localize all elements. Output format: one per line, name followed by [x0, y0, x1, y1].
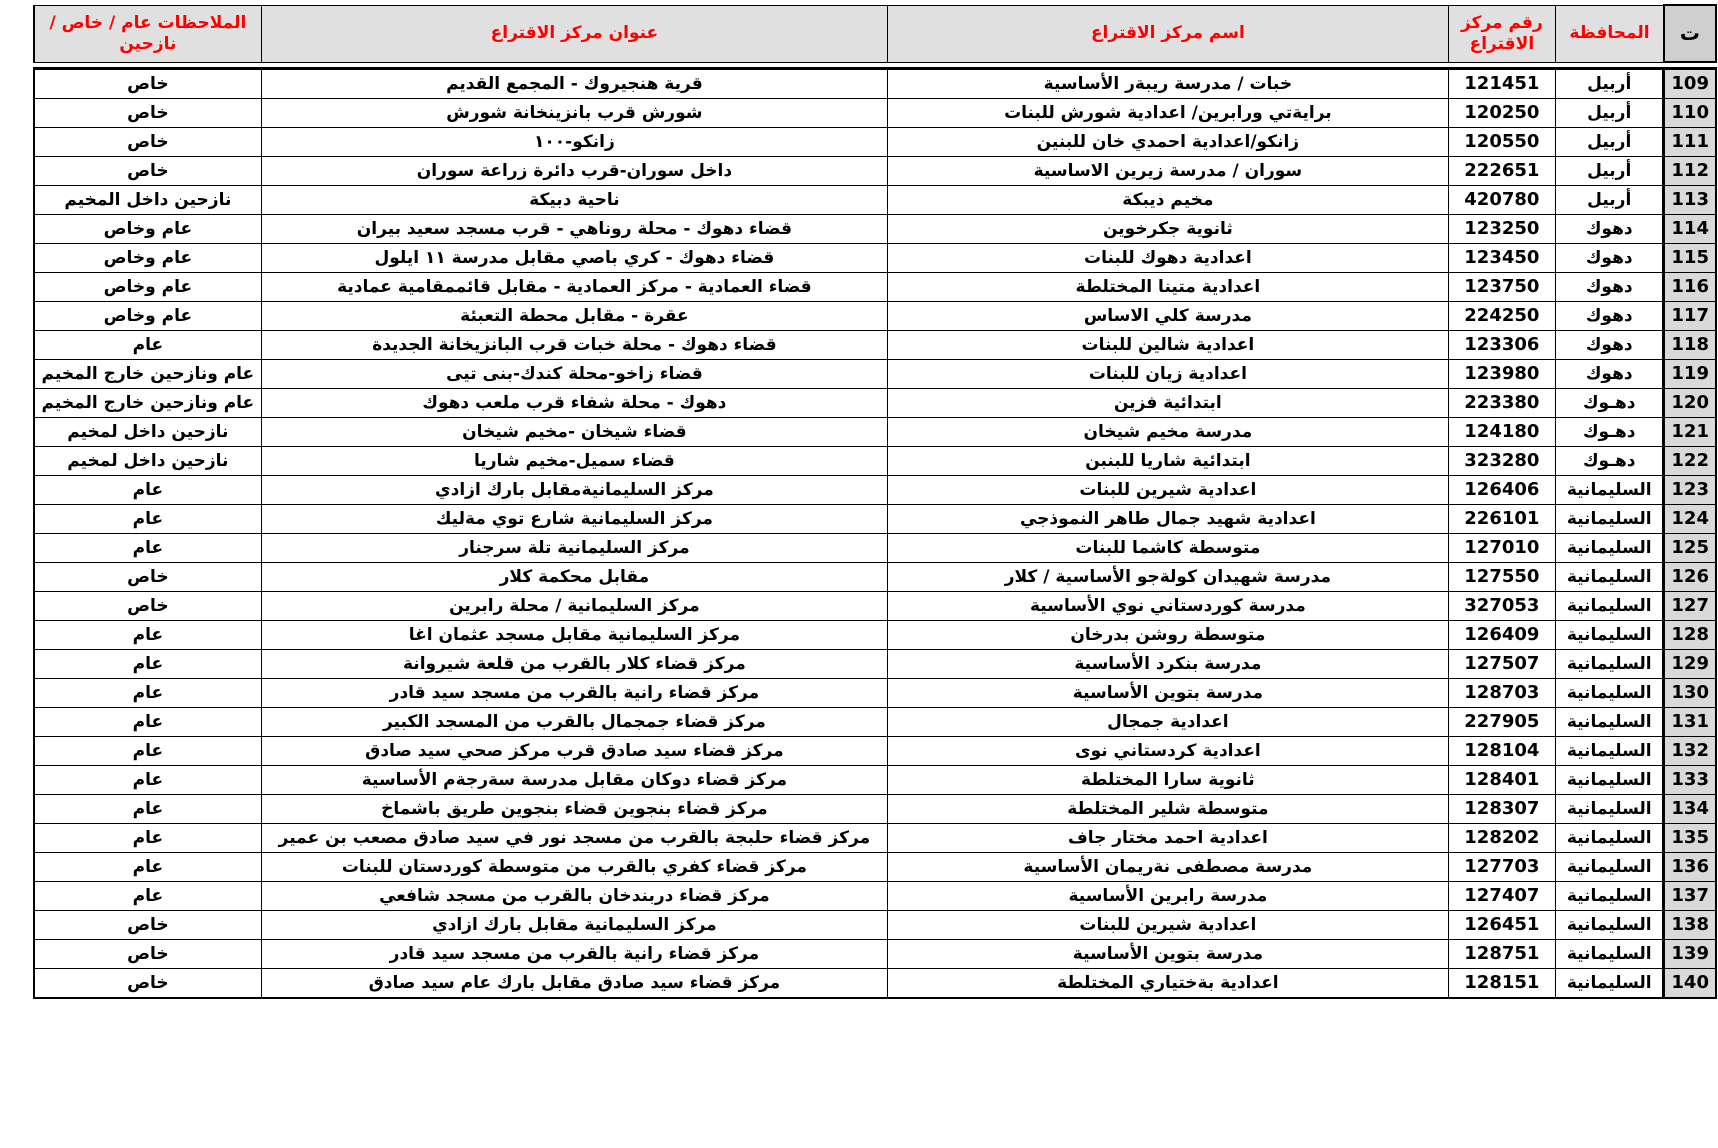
cell-center-address: قضاء دهوك - محلة خبات قرب البانزيخانة الجديدة	[261, 331, 887, 360]
table-row	[34, 940, 1716, 969]
cell-seq: 113	[1664, 186, 1716, 215]
header-center-name: اسم مركز الاقتراع	[888, 5, 1449, 62]
cell-governorate: السليمانية	[1556, 476, 1664, 505]
cell-center-address: مركز قضاء جمجمال بالقرب من المسجد الكبير	[261, 708, 887, 737]
cell-center-code: 128703	[1448, 679, 1555, 708]
cell-governorate: دهوك	[1556, 331, 1664, 360]
cell-center-name: مدرسة مصطفى نةريمان الأساسية	[888, 853, 1449, 882]
table-row	[34, 737, 1716, 766]
cell-seq: 132	[1664, 737, 1716, 766]
cell-notes: عام	[34, 679, 261, 708]
cell-center-code: 128307	[1448, 795, 1555, 824]
cell-center-code: 223380	[1448, 389, 1555, 418]
cell-notes: عام وخاص	[34, 302, 261, 331]
cell-seq: 138	[1664, 911, 1716, 940]
cell-center-address: قضاء دهوك - محلة روناهي - قرب مسجد سعيد بيران	[261, 215, 887, 244]
cell-governorate: السليمانية	[1556, 563, 1664, 592]
cell-center-address: قضاء دهوك - كري باصي مقابل مدرسة ١١ ايلول	[261, 244, 887, 273]
cell-governorate: السليمانية	[1556, 621, 1664, 650]
cell-center-name: سوران / مدرسة زيرين الاساسية	[888, 157, 1449, 186]
cell-center-code: 224250	[1448, 302, 1555, 331]
cell-center-address: مركز قضاء كفري بالقرب من متوسطة كوردستان للبنات	[261, 853, 887, 882]
cell-governorate: السليمانية	[1556, 505, 1664, 534]
table-row	[34, 273, 1716, 302]
cell-center-name: مدرسة بتوين الأساسية	[888, 679, 1449, 708]
cell-notes: عام	[34, 882, 261, 911]
cell-center-code: 120250	[1448, 99, 1555, 128]
cell-center-code: 123750	[1448, 273, 1555, 302]
table-row	[34, 69, 1716, 99]
table-row	[34, 331, 1716, 360]
cell-center-name: متوسطة كاشما للبنات	[888, 534, 1449, 563]
cell-seq: 137	[1664, 882, 1716, 911]
table-body	[34, 62, 1716, 998]
cell-notes: عام وخاص	[34, 273, 261, 302]
cell-center-code: 128401	[1448, 766, 1555, 795]
cell-seq: 140	[1664, 969, 1716, 999]
cell-seq: 122	[1664, 447, 1716, 476]
cell-seq: 112	[1664, 157, 1716, 186]
cell-center-address: مركز قضاء سيد صادق مقابل بارك عام سيد صادق	[261, 969, 887, 999]
table-row	[34, 853, 1716, 882]
cell-center-name: مدرسة كوردستاني نوي الأساسية	[888, 592, 1449, 621]
cell-center-name: ثانوية سارا المختلطة	[888, 766, 1449, 795]
table-row	[34, 824, 1716, 853]
cell-seq: 117	[1664, 302, 1716, 331]
header-seq: ت	[1664, 5, 1716, 62]
cell-center-name: متوسطة روشن بدرخان	[888, 621, 1449, 650]
cell-center-name: مدرسة بنكرد الأساسية	[888, 650, 1449, 679]
cell-center-code: 123450	[1448, 244, 1555, 273]
cell-center-name: مدرسة شهيدان كولةجو الأساسية / كلار	[888, 563, 1449, 592]
cell-notes: عام	[34, 534, 261, 563]
cell-notes: خاص	[34, 99, 261, 128]
cell-center-address: دهوك - محلة شفاء قرب ملعب دهوك	[261, 389, 887, 418]
polling-centers-sheet	[33, 4, 1717, 999]
cell-center-code: 226101	[1448, 505, 1555, 534]
cell-center-address: مركز قضاء دربندخان بالقرب من مسجد شافعي	[261, 882, 887, 911]
cell-governorate: دهـوك	[1556, 418, 1664, 447]
table-row	[34, 563, 1716, 592]
table-row	[34, 534, 1716, 563]
cell-seq: 126	[1664, 563, 1716, 592]
cell-notes: نازحين داخل لمخيم	[34, 418, 261, 447]
cell-center-name: اعدادية جمجال	[888, 708, 1449, 737]
cell-governorate: السليمانية	[1556, 650, 1664, 679]
table-row	[34, 389, 1716, 418]
cell-notes: خاص	[34, 911, 261, 940]
cell-center-name: اعدادية شيرين للبنات	[888, 911, 1449, 940]
cell-seq: 127	[1664, 592, 1716, 621]
cell-notes: خاص	[34, 592, 261, 621]
cell-center-code: 121451	[1448, 69, 1555, 99]
table-row	[34, 708, 1716, 737]
table-row	[34, 447, 1716, 476]
cell-governorate: أربيل	[1556, 99, 1664, 128]
cell-center-address: مركز قضاء سيد صادق قرب مركز صحي سيد صادق	[261, 737, 887, 766]
cell-seq: 116	[1664, 273, 1716, 302]
cell-center-name: ابتدائية فزين	[888, 389, 1449, 418]
cell-notes: عام	[34, 795, 261, 824]
cell-seq: 115	[1664, 244, 1716, 273]
cell-center-name: ثانوية جكرخوين	[888, 215, 1449, 244]
cell-center-address: مركز قضاء حلبجة بالقرب من مسجد نور في سيد صادق مصعب بن عمير	[261, 824, 887, 853]
cell-notes: عام	[34, 621, 261, 650]
cell-governorate: السليمانية	[1556, 766, 1664, 795]
cell-seq: 118	[1664, 331, 1716, 360]
cell-notes: عام	[34, 650, 261, 679]
cell-center-code: 420780	[1448, 186, 1555, 215]
cell-center-address: مركز السليمانية شارع توي مةليك	[261, 505, 887, 534]
cell-center-code: 127010	[1448, 534, 1555, 563]
cell-center-name: مدرسة رابرين الأساسية	[888, 882, 1449, 911]
cell-center-code: 227905	[1448, 708, 1555, 737]
cell-notes: نازحين داخل لمخيم	[34, 447, 261, 476]
cell-center-address: قضاء العمادية - مركز العمادية - مقابل قائممقامية عمادية	[261, 273, 887, 302]
cell-governorate: دهـوك	[1556, 389, 1664, 418]
cell-center-name: اعدادية شيرين للبنات	[888, 476, 1449, 505]
table-row	[34, 882, 1716, 911]
cell-center-code: 222651	[1448, 157, 1555, 186]
cell-governorate: السليمانية	[1556, 940, 1664, 969]
cell-governorate: السليمانية	[1556, 882, 1664, 911]
cell-notes: عام وخاص	[34, 215, 261, 244]
cell-center-address: مركز السليمانية / محلة رابرين	[261, 592, 887, 621]
cell-seq: 120	[1664, 389, 1716, 418]
cell-seq: 109	[1664, 69, 1716, 99]
cell-center-address: مقابل محكمة كلار	[261, 563, 887, 592]
table-row	[34, 157, 1716, 186]
cell-center-code: 128104	[1448, 737, 1555, 766]
cell-governorate: دهـوك	[1556, 447, 1664, 476]
table-row	[34, 505, 1716, 534]
cell-governorate: دهوك	[1556, 273, 1664, 302]
table-row	[34, 766, 1716, 795]
table-row	[34, 911, 1716, 940]
table-row	[34, 795, 1716, 824]
cell-center-code: 123980	[1448, 360, 1555, 389]
cell-seq: 129	[1664, 650, 1716, 679]
cell-seq: 110	[1664, 99, 1716, 128]
cell-seq: 123	[1664, 476, 1716, 505]
table-row	[34, 99, 1716, 128]
cell-governorate: السليمانية	[1556, 592, 1664, 621]
cell-governorate: السليمانية	[1556, 969, 1664, 999]
cell-center-name: مدرسة بتوين الأساسية	[888, 940, 1449, 969]
cell-center-code: 128202	[1448, 824, 1555, 853]
table-row	[34, 186, 1716, 215]
cell-notes: عام	[34, 766, 261, 795]
cell-governorate: السليمانية	[1556, 679, 1664, 708]
cell-notes: خاص	[34, 69, 261, 99]
cell-governorate: أربيل	[1556, 157, 1664, 186]
cell-seq: 125	[1664, 534, 1716, 563]
cell-center-code: 126406	[1448, 476, 1555, 505]
cell-seq: 131	[1664, 708, 1716, 737]
table-row	[34, 650, 1716, 679]
cell-notes: عام	[34, 476, 261, 505]
cell-center-name: برايةتي ورابرين/ اعدادية شورش للبنات	[888, 99, 1449, 128]
cell-notes: عام	[34, 505, 261, 534]
table-row	[34, 360, 1716, 389]
cell-seq: 111	[1664, 128, 1716, 157]
cell-center-code: 123250	[1448, 215, 1555, 244]
cell-notes: خاص	[34, 940, 261, 969]
cell-center-address: قضاء زاخو-محلة كندك-بنى تيى	[261, 360, 887, 389]
cell-seq: 114	[1664, 215, 1716, 244]
cell-center-name: اعدادية شالين للبنات	[888, 331, 1449, 360]
table-row	[34, 621, 1716, 650]
cell-center-name: مدرسة مخيم شيخان	[888, 418, 1449, 447]
cell-center-address: مركز السليمانية مقابل بارك ازادي	[261, 911, 887, 940]
cell-notes: عام ونازحين خارج المخيم	[34, 360, 261, 389]
cell-center-address: مركز السليمانيةمقابل بارك ازادي	[261, 476, 887, 505]
cell-center-address: مركز السليمانية مقابل مسجد عثمان اغا	[261, 621, 887, 650]
cell-seq: 134	[1664, 795, 1716, 824]
cell-seq: 121	[1664, 418, 1716, 447]
cell-center-code: 327053	[1448, 592, 1555, 621]
cell-center-code: 124180	[1448, 418, 1555, 447]
cell-center-address: شورش قرب بانزينخانة شورش	[261, 99, 887, 128]
cell-notes: عام	[34, 708, 261, 737]
cell-center-name: اعدادية بةختياري المختلطة	[888, 969, 1449, 999]
cell-center-address: قضاء شيخان -مخيم شيخان	[261, 418, 887, 447]
table-row	[34, 969, 1716, 999]
cell-governorate: دهوك	[1556, 215, 1664, 244]
cell-center-code: 127407	[1448, 882, 1555, 911]
table-header-row	[34, 5, 1716, 62]
cell-notes: خاص	[34, 157, 261, 186]
cell-center-code: 126409	[1448, 621, 1555, 650]
cell-center-address: ناحية دبيكة	[261, 186, 887, 215]
cell-center-code: 127550	[1448, 563, 1555, 592]
cell-governorate: أربيل	[1556, 69, 1664, 99]
cell-center-code: 120550	[1448, 128, 1555, 157]
cell-center-code: 127703	[1448, 853, 1555, 882]
cell-center-address: عقرة - مقابل محطة التعبئة	[261, 302, 887, 331]
cell-seq: 119	[1664, 360, 1716, 389]
cell-seq: 130	[1664, 679, 1716, 708]
cell-center-name: متوسطة شلير المختلطة	[888, 795, 1449, 824]
cell-notes: عام	[34, 331, 261, 360]
cell-notes: نازحين داخل المخيم	[34, 186, 261, 215]
cell-governorate: أربيل	[1556, 128, 1664, 157]
cell-center-name: اعدادية زيان للبنات	[888, 360, 1449, 389]
cell-center-code: 128151	[1448, 969, 1555, 999]
table-row	[34, 476, 1716, 505]
header-notes: الملاحظات عام / خاص / نازحين	[34, 5, 261, 62]
cell-center-name: زانكو/اعدادية احمدي خان للبنين	[888, 128, 1449, 157]
table-row	[34, 592, 1716, 621]
cell-governorate: السليمانية	[1556, 853, 1664, 882]
cell-notes: عام	[34, 853, 261, 882]
cell-center-code: 127507	[1448, 650, 1555, 679]
cell-center-address: مركز قضاء بنجوين قضاء بنجوين طريق باشماخ	[261, 795, 887, 824]
cell-center-name: اعدادية احمد مختار جاف	[888, 824, 1449, 853]
cell-center-name: ابتدائية شاريا للبنبن	[888, 447, 1449, 476]
cell-center-name: مخيم ديبكة	[888, 186, 1449, 215]
cell-center-name: اعدادية كردستاني نوى	[888, 737, 1449, 766]
cell-center-code: 126451	[1448, 911, 1555, 940]
cell-center-address: مركز قضاء دوكان مقابل مدرسة سةرجةم الأساسية	[261, 766, 887, 795]
cell-center-address: قضاء سميل-مخيم شاريا	[261, 447, 887, 476]
cell-notes: عام ونازحين خارج المخيم	[34, 389, 261, 418]
cell-center-name: اعدادية شهيد جمال طاهر النموذجي	[888, 505, 1449, 534]
table-row	[34, 128, 1716, 157]
cell-seq: 139	[1664, 940, 1716, 969]
cell-notes: عام وخاص	[34, 244, 261, 273]
table-row	[34, 215, 1716, 244]
cell-governorate: دهوك	[1556, 244, 1664, 273]
cell-governorate: دهوك	[1556, 302, 1664, 331]
cell-seq: 124	[1664, 505, 1716, 534]
cell-center-address: زانكو-١٠٠	[261, 128, 887, 157]
cell-notes: خاص	[34, 563, 261, 592]
cell-notes: خاص	[34, 128, 261, 157]
cell-governorate: السليمانية	[1556, 795, 1664, 824]
cell-notes: خاص	[34, 969, 261, 999]
polling-centers-table	[33, 4, 1717, 999]
cell-center-code: 323280	[1448, 447, 1555, 476]
table-row	[34, 679, 1716, 708]
cell-center-code: 128751	[1448, 940, 1555, 969]
cell-center-address: مركز قضاء رانية بالقرب من مسجد سيد قادر	[261, 940, 887, 969]
cell-governorate: السليمانية	[1556, 824, 1664, 853]
cell-center-name: اعدادية دهوك للبنات	[888, 244, 1449, 273]
table-row	[34, 302, 1716, 331]
cell-center-address: مركز قضاء رانية بالقرب من مسجد سيد قادر	[261, 679, 887, 708]
cell-center-address: مركز قضاء كلار بالقرب من قلعة شيروانة	[261, 650, 887, 679]
cell-governorate: أربيل	[1556, 186, 1664, 215]
cell-center-address: داخل سوران-قرب دائرة زراعة سوران	[261, 157, 887, 186]
cell-center-address: قرية هنجيروك - المجمع القديم	[261, 69, 887, 99]
table-row	[34, 418, 1716, 447]
cell-center-name: اعدادية متينا المختلطة	[888, 273, 1449, 302]
cell-center-code: 123306	[1448, 331, 1555, 360]
cell-center-address: مركز السليمانية تلة سرجنار	[261, 534, 887, 563]
cell-governorate: السليمانية	[1556, 708, 1664, 737]
cell-seq: 135	[1664, 824, 1716, 853]
cell-seq: 128	[1664, 621, 1716, 650]
cell-center-name: مدرسة كلي الاساس	[888, 302, 1449, 331]
cell-governorate: السليمانية	[1556, 737, 1664, 766]
cell-governorate: السليمانية	[1556, 911, 1664, 940]
cell-notes: عام	[34, 737, 261, 766]
cell-center-name: خبات / مدرسة ريبةر الأساسية	[888, 69, 1449, 99]
cell-notes: عام	[34, 824, 261, 853]
cell-governorate: السليمانية	[1556, 534, 1664, 563]
header-governorate: المحافظة	[1556, 5, 1664, 62]
header-center-address: عنوان مركز الاقتراع	[261, 5, 887, 62]
cell-seq: 136	[1664, 853, 1716, 882]
cell-governorate: دهوك	[1556, 360, 1664, 389]
header-center-code: رقم مركز الاقتراع	[1448, 5, 1555, 62]
table-row	[34, 244, 1716, 273]
cell-seq: 133	[1664, 766, 1716, 795]
